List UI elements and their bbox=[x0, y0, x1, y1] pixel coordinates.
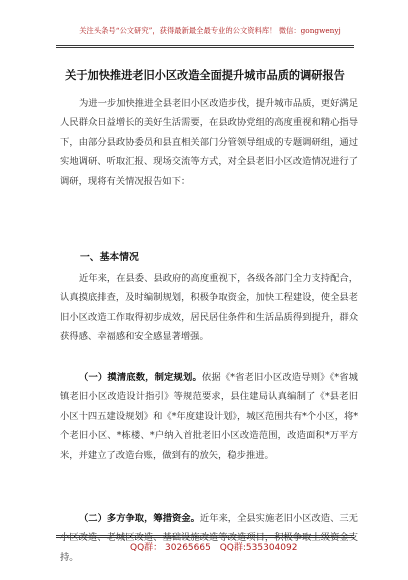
item-lead: （二）多方争取，筹措资金。 bbox=[79, 513, 200, 524]
item-body: 近年来，全县实施老旧小区改造、三无小区改造、老城区改造、基础设施改造等改造项目，积极争取上级资金支持。 bbox=[60, 513, 358, 563]
footer-contact bbox=[130, 540, 303, 553]
footer-rule-secondary bbox=[56, 537, 354, 538]
item-lead: （一）摸清底数，制定规划。 bbox=[79, 372, 202, 383]
top-banner: 关注头条号“公文研究”，获得最新最全最专业的公文资料库！ 微信：gongwenyj bbox=[79, 26, 341, 35]
intro-paragraph: 为进一步加快推进全县老旧小区改造步伐，提升城市品质，更好满足人民群众日益增长的美好生活需要，在县政协党组的高度重视和精心指导下，由部分县政协委员和县直相关部门分管领导组成的专题调研组，通过实地调研、听取汇报、现场交流等方式，对全县老旧小区改造情况进行了调研，现将有关情况报告如下： bbox=[60, 98, 358, 187]
qq-group-2: QQ群:535304092 bbox=[219, 543, 298, 553]
section-paragraph: 近年来，在县委、县政府的高度重视下，各级各部门全力支持配合，认真摸底排查，及时编制规划，积极争取资金，加快工程建设，使全县老旧小区改造工作取得初步成效，居民居住条件和生活品质得到提升，群众获得感、幸福感和安全感显著增强。 bbox=[60, 273, 358, 343]
header-rule bbox=[56, 45, 354, 46]
item-paragraph-planning bbox=[60, 368, 358, 465]
document-title: 关于加快推进老旧小区改造全面提升城市品质的调研报告 bbox=[65, 68, 345, 82]
footer-rule bbox=[56, 535, 354, 536]
item-body: 依据《*省老旧小区改造导则》《*省城镇老旧小区改造设计指引》等规范要求，县住建局认真编制了《*县老旧小区十四五建设规划》和《*年度建设计划》，城区范围共有*个小区，将*个老旧小区、*栋楼、*户纳入首批老旧小区改造范围，改造面积*万平方米，并建立了改造台账，做到有的放矢，稳步推进。 bbox=[60, 372, 358, 461]
header-rule-secondary bbox=[56, 47, 354, 48]
qq-group-1: QQ群： 30265665 bbox=[130, 543, 211, 553]
section-heading-basic-situation: 一、基本情况 bbox=[80, 252, 139, 263]
